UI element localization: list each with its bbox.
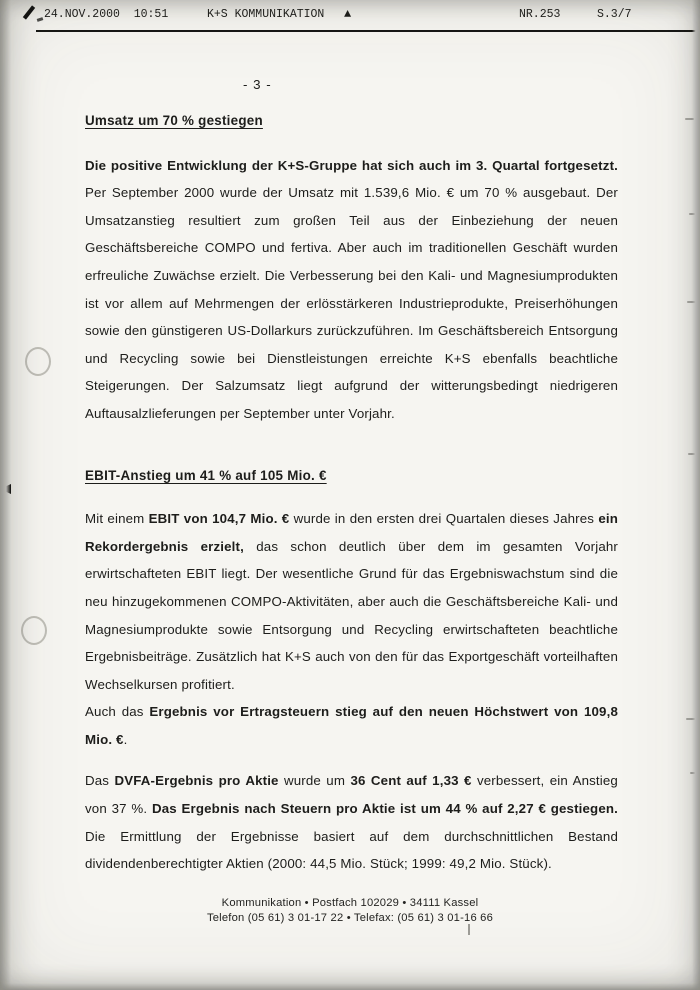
scan-artifact <box>468 924 470 935</box>
scan-edge <box>0 0 11 990</box>
fax-arrow-icon: ▲ <box>344 7 352 21</box>
scan-artifact <box>687 301 696 303</box>
fax-sender: K+S KOMMUNIKATION <box>207 8 325 21</box>
text-run: Auch das <box>85 704 150 720</box>
punch-hole <box>21 616 47 645</box>
text-run: Mit einem <box>85 511 149 527</box>
scan-artifact <box>689 213 695 215</box>
paragraph-ebit <box>85 505 618 698</box>
footer-phone: Telefon (05 61) 3 01-17 22 • Telefax: (05 61) 3 01-16 66 <box>206 911 494 924</box>
header-rule <box>36 30 697 32</box>
text-run: EBIT von 104,7 Mio. € <box>148 511 290 527</box>
text-run: das schon deutlich über dem im gesamten Vorjahr erwirtschafteten EBIT liegt. Der wesentliche Grund für das Ergebniswachstum sind die neu hinzugekommenen COMPO-Aktivitäten, aber auch die Geschäftsbereiche Kali- und Magnesiumprodukte sowie Entsorgung und Recycling erwirtschafteten beachtliche Ergebnisbeiträge. Zusätzlich hat K+S auch von den für das Exportgeschäft vorteilhaften Wechselkursen profitiert. <box>85 538 618 692</box>
text-run: . <box>123 731 128 747</box>
scan-edge <box>0 983 700 990</box>
text-run: Das <box>85 773 115 789</box>
scan-artifact <box>686 718 695 720</box>
page-footer <box>0 896 700 925</box>
scan-artifact <box>685 118 694 120</box>
text-run: Ergebnis vor Ertragsteuern stieg auf den neuen Höchstwert von 109,8 Mio. € <box>85 704 618 747</box>
punch-hole <box>25 347 51 376</box>
text-run: wurde um <box>278 773 351 789</box>
document-body <box>85 78 618 891</box>
scan-artifact <box>690 772 695 774</box>
margin-arrow-icon <box>0 484 11 494</box>
text-run: DVFA-Ergebnis pro Aktie <box>114 773 279 789</box>
page-number: - 3 - <box>243 77 272 92</box>
paragraph-dvfa <box>85 767 618 877</box>
fax-sheet-count: S.3/7 <box>597 8 632 21</box>
fax-datetime: 24.NOV.2000 10:51 <box>44 8 169 21</box>
text-run: Per September 2000 wurde der Umsatz mit 1.539,6 Mio. € um 70 % ausgebaut. Der Umsatzanstieg resultiert zum großen Teil aus der Einbeziehung der neuen Geschäftsbereiche COMPO und fertiva. Aber auch im traditionellen Geschäft wurden erfreuliche Zuwächse erzielt. Die Verbesserung bei den Kali- und Magnesiumprodukten ist vor allem auf Mehrmengen der erlösstärkeren Industrieprodukte, Preiserhöhungen sowie den günstigeren US-Dollarkurs zurückzuführen. Im Geschäftsbereich Entsorgung und Recycling sowie bei Dienstleistungen erreichte K+S ebenfalls beachtliche Steigerungen. Der Salzumsatz liegt aufgrund der witterungsbedingt niedrigeren Auftausalzlieferungen per September unter Vorjahr. <box>85 185 618 421</box>
text-run: ein Rekordergebnis erzielt, <box>85 511 618 554</box>
text-run: Das Ergebnis nach Steuern pro Aktie ist um 44 % auf 2,27 € gestiegen. <box>151 801 618 817</box>
fax-header <box>0 8 700 26</box>
text-run: Die positive Entwicklung der K+S-Gruppe hat sich auch im 3. Quartal fortgesetzt. <box>85 157 618 173</box>
scan-edge <box>692 0 700 990</box>
text-run: Die Ermittlung der Ergebnisse basiert auf dem durchschnittlichen Bestand dividendenberechtigter Aktien (2000: 44,5 Mio. Stück; 1999: 49,2 Mio. Stück). <box>85 828 618 872</box>
text-run: 36 Cent auf 1,33 € <box>350 773 472 789</box>
paragraph-umsatz <box>85 152 618 428</box>
heading-umsatz: Umsatz um 70 % gestiegen <box>85 113 263 128</box>
text-run: verbessert, ein Anstieg von 37 %. <box>85 773 618 817</box>
text-run: wurde in den ersten drei Quartalen dieses Jahres <box>289 511 599 527</box>
paragraph-ertragsteuern <box>85 698 618 753</box>
scan-artifact <box>688 453 695 455</box>
heading-ebit: EBIT-Anstieg um 41 % auf 105 Mio. € <box>85 467 327 483</box>
fax-number: NR.253 <box>519 8 561 21</box>
footer-address: Kommunikation • Postfach 102029 • 34111 Kassel <box>221 897 479 909</box>
